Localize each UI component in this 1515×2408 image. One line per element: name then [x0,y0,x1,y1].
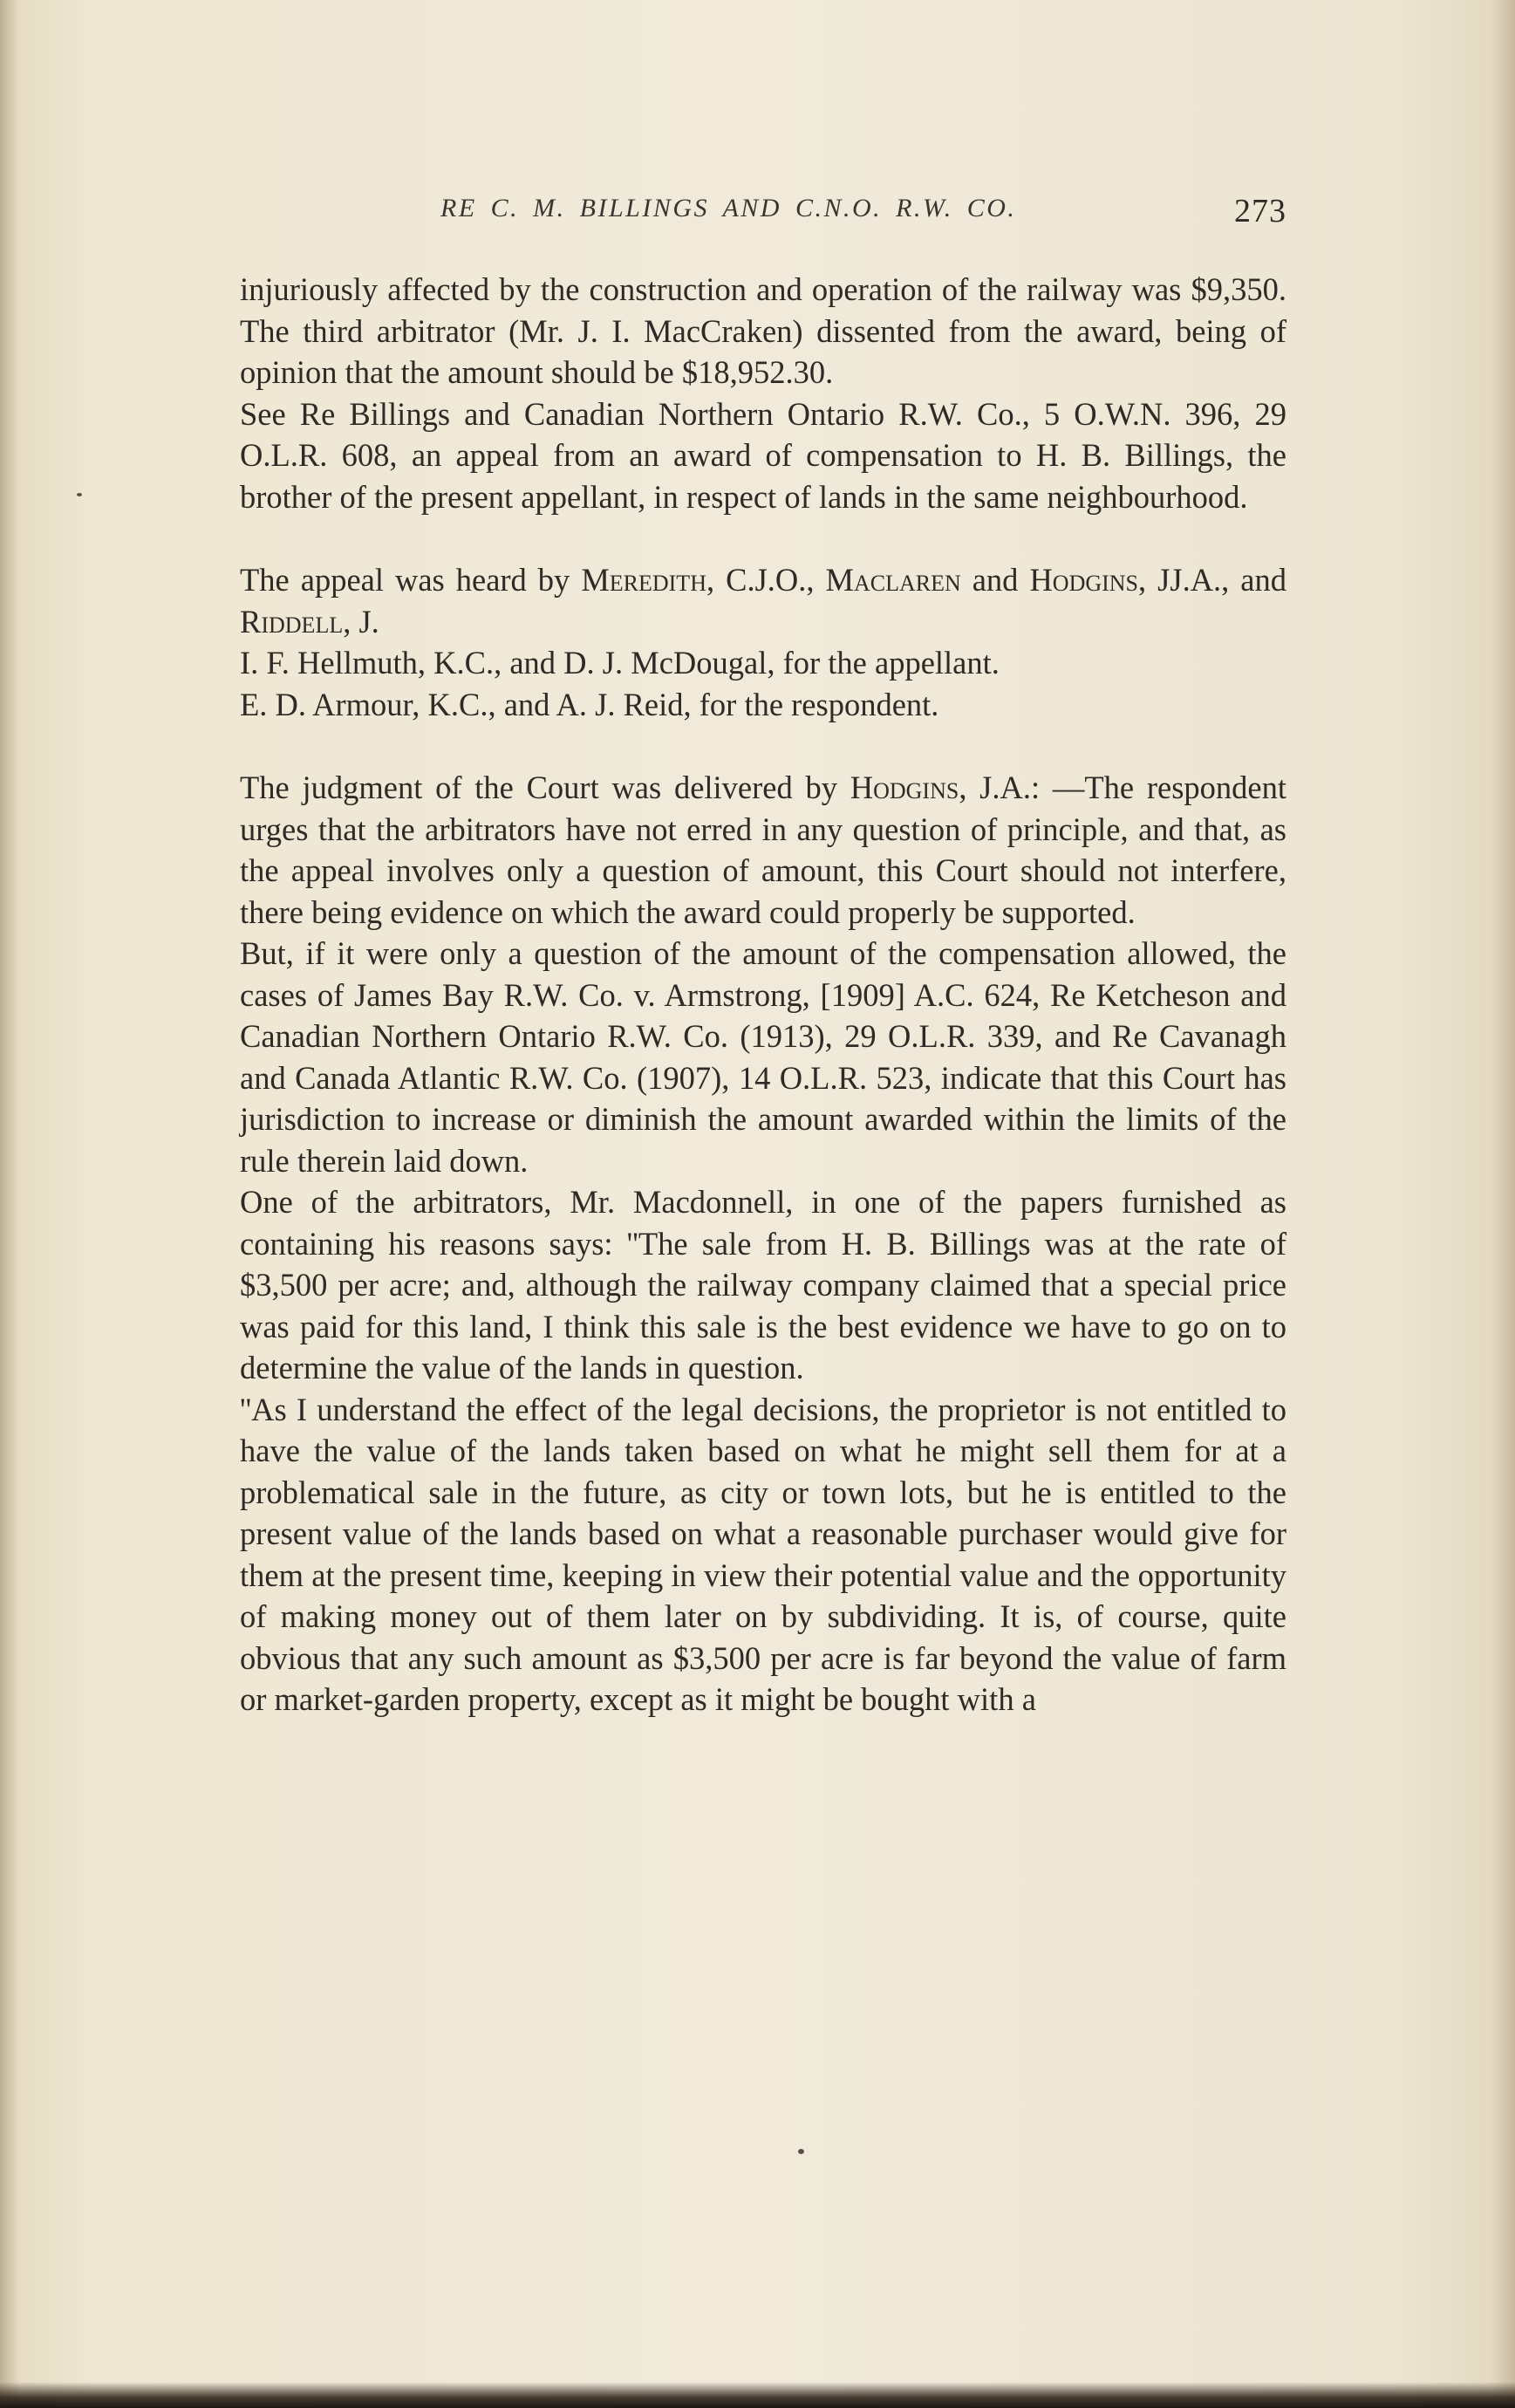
page-bottom-edge [0,2382,1515,2408]
paragraph-judgment-opening [240,767,1286,933]
paragraph-court-panel [240,559,1286,642]
paragraph-appellant-counsel: I. F. Hellmuth, K.C., and D. J. McDougal, for the appellant. [240,645,1000,681]
page-number: 273 [1234,193,1286,229]
judge-name: Meredith [581,562,706,598]
running-head-title: RE C. M. BILLINGS AND C.N.O. R.W. CO. [440,194,1017,222]
judgment-text: , J.A.: —The respondent urges that the arbitrators have not erred in any question of principle, and that, as the appeal involves only a question of amount, this Court should not interfere, there being evidence on which the award could properly be supported. [240,770,1287,930]
paragraph-arbitrator-reasons: One of the arbitrators, Mr. Macdonnell, in one of the papers furnished as containing his reasons says: ''The sale from H. B. Billings was at the rate of $3,500 per acre; and, although the railway company claimed that a special price was paid for this land, I think this sale is the best evidence we have to go on to determine the value of the lands in question. [240,1184,1286,1385]
ink-speck [77,493,82,496]
panel-text: , C.J.O., [706,562,826,598]
panel-text: , JJ.A., and [1138,562,1286,598]
paragraph-quoted-reasons: ''As I understand the effect of the legal decisions, the proprietor is not entitled to have the value of the lands taken based on what he might sell them for at a problematical sale in the future, as city or town lots, but he is entitled to the present value of the lands based on what a reasonable purchaser would give for them at the present time, keeping in view their potential value and the opportunity of making money out of them later on by subdividing. It is, of course, quite obvious that any such amount as $3,500 per acre is far beyond the value of farm or market-garden property, except as it might be bought with a [240,1391,1286,1717]
judge-name: Riddell [240,603,344,640]
panel-text: , J. [343,603,379,640]
page-edge-shadow [1491,0,1515,2408]
paragraph-related-case: See Re Billings and Canadian Northern Ontario R.W. Co., 5 O.W.N. 396, 29 O.L.R. 608, an appeal from an award of compensation to H. B. Billings, the brother of the present appellant, in respect of lands in the same neighbourhood. [240,395,1286,515]
ink-speck [798,2149,804,2154]
page-body [240,269,1286,1720]
judge-name: Hodgins [1029,562,1139,598]
panel-text: The appeal was heard by [240,562,582,598]
paragraph-award-continuation: injuriously affected by the construction and operation of the railway was $9,350. The third arbitrator (Mr. J. I. MacCraken) dissented from the award, being of opinion that the amount should be $18,952.30. [240,271,1286,390]
paragraph-respondent-counsel: E. D. Armour, K.C., and A. J. Reid, for the respondent. [240,686,939,722]
judge-name: Maclaren [825,562,961,598]
panel-text: and [960,562,1030,598]
running-head [240,194,1286,246]
judge-name: Hodgins [850,770,959,805]
page-spine-shadow [0,0,19,2408]
paragraph-jurisdiction: But, if it were only a question of the amount of the compensation allowed, the cases of James Bay R.W. Co. v. Armstrong, [1909] A.C. 624, Re Ketcheson and Canadian Northern Ontario R.W. Co. (1913), 29 O.L.R. 339, and Re Cavanagh and Canada Atlantic R.W. Co. (1907), 14 O.L.R. 523, indicate that this Court has jurisdiction to increase or diminish the amount awarded within the limits of the rule therein laid down. [240,935,1286,1179]
judgment-text: The judgment of the Court was delivered by [240,770,850,805]
